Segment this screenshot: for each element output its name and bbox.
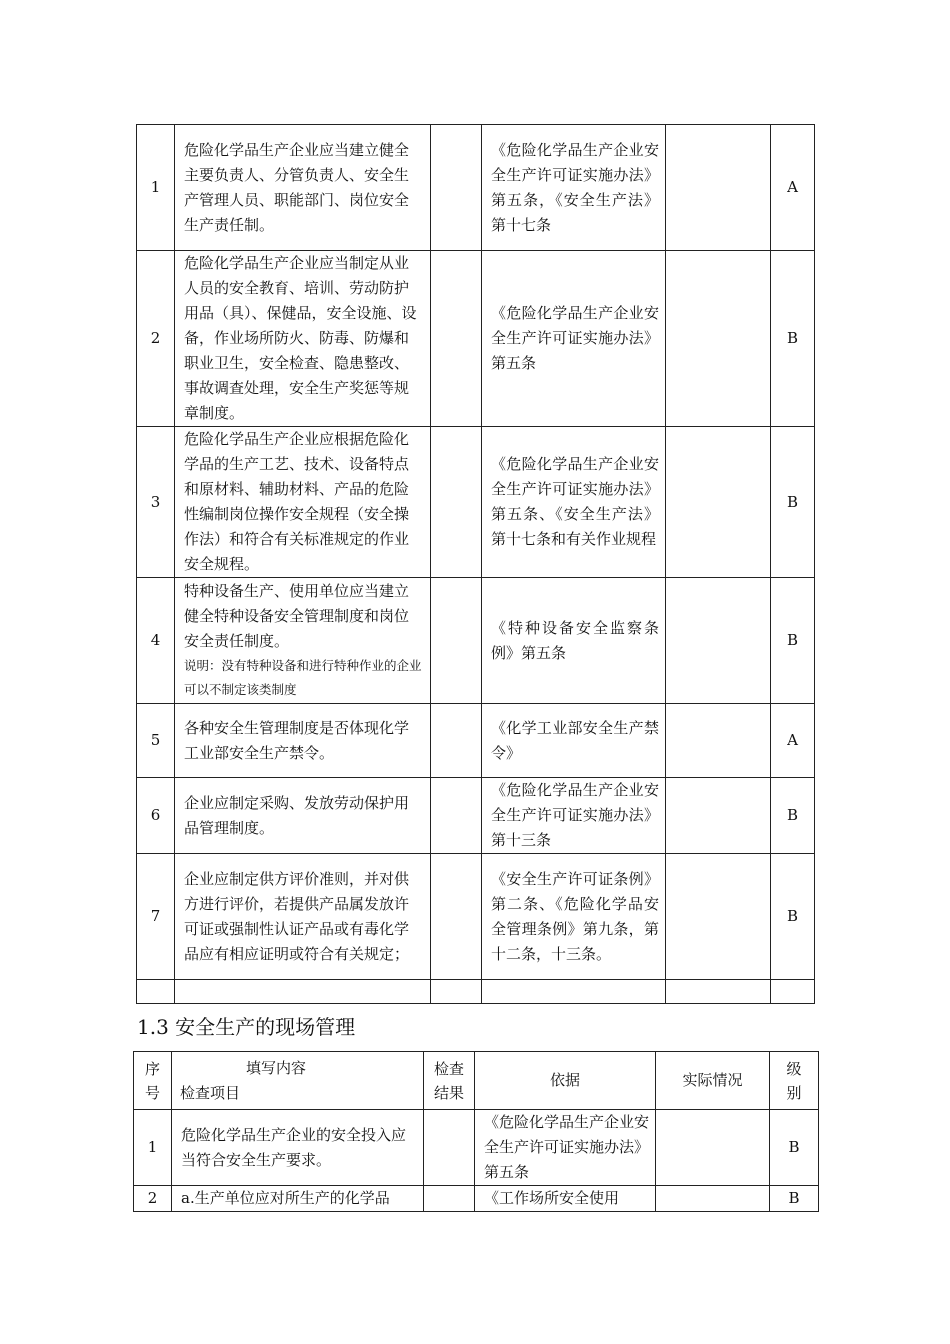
- empty-cell: [137, 980, 175, 1004]
- level-cell: B: [771, 854, 815, 980]
- level-cell: B: [771, 251, 815, 427]
- check-item-text: 危险化学品生产企业应根据危险化学品的生产工艺、技术、设备特点和原材料、辅助材料、产品的危险性编制岗位操作安全规程（安全操作法）和符合有关标准规定的作业安全规程。: [184, 430, 410, 573]
- row-number: 2: [134, 1186, 172, 1212]
- level-cell: B: [771, 427, 815, 578]
- table-row: [137, 125, 815, 251]
- row-number: 1: [137, 125, 175, 251]
- result-cell: [431, 427, 482, 578]
- table-row: [137, 854, 815, 980]
- check-item-text: 企业应制定供方评价准则，并对供方进行评价，若提供产品属发放许可证或强制性认证产品或有毒化学品应有相应证明或符合有关规定；: [184, 869, 410, 963]
- row-number: 1: [134, 1110, 172, 1186]
- actual-cell: [656, 1186, 770, 1212]
- result-cell: [431, 854, 482, 980]
- check-item-cell: [175, 854, 431, 980]
- section-heading: 1.3 安全生产的现场管理: [137, 1015, 356, 1039]
- level-cell: B: [770, 1110, 819, 1186]
- table-row: [137, 578, 815, 704]
- result-cell: [431, 251, 482, 427]
- check-item-cell: [175, 125, 431, 251]
- check-item-cell: [175, 251, 431, 427]
- result-cell: [431, 578, 482, 704]
- checklist-table-2: [133, 1051, 819, 1212]
- actual-cell: [666, 704, 771, 778]
- actual-cell: [666, 578, 771, 704]
- empty-cell: [482, 980, 666, 1004]
- actual-cell: [666, 854, 771, 980]
- empty-row: [137, 980, 815, 1004]
- level-cell: A: [771, 125, 815, 251]
- basis-cell: 《危险化学品生产企业安全生产许可证实施办法》第十三条: [482, 778, 666, 854]
- basis-cell: 《危险化学品生产企业安全生产许可证实施办法》第五条: [475, 1110, 656, 1186]
- result-cell: [424, 1110, 475, 1186]
- result-cell: [431, 778, 482, 854]
- basis-cell: 《工作场所安全使用: [475, 1186, 656, 1212]
- table-row: [137, 427, 815, 578]
- level-cell: A: [771, 704, 815, 778]
- level-cell: B: [771, 578, 815, 704]
- check-item-text: 危险化学品生产企业应当建立健全主要负责人、分管负责人、安全生产管理人员、职能部门、岗位安全生产责任制。: [184, 140, 410, 234]
- header-basis: 依据: [475, 1052, 656, 1110]
- check-item-cell: 危险化学品生产企业的安全投入应当符合安全生产要求。: [172, 1110, 424, 1186]
- checklist-table-1: [136, 124, 815, 1004]
- row-number: 2: [137, 251, 175, 427]
- check-item-note: 说明：没有特种设备和进行特种作业的企业可以不制定该类制度: [184, 658, 422, 697]
- check-item-text: 企业应制定采购、发放劳动保护用品管理制度。: [184, 793, 410, 837]
- header-result: 检查结果: [424, 1052, 475, 1110]
- level-cell: B: [770, 1186, 819, 1212]
- empty-cell: [175, 980, 431, 1004]
- table-row: [134, 1186, 819, 1212]
- header-actual: 实际情况: [656, 1052, 770, 1110]
- row-number: 5: [137, 704, 175, 778]
- row-number: 6: [137, 778, 175, 854]
- check-item-cell: [175, 578, 431, 704]
- header-level: 级别: [770, 1052, 819, 1110]
- checklist-table-2-body: [134, 1110, 819, 1212]
- result-cell: [431, 125, 482, 251]
- check-item-cell: [175, 778, 431, 854]
- basis-cell: 《安全生产许可证条例》第二条、《危险化学品安全管理条例》第九条，第十二条，十三条。: [482, 854, 666, 980]
- row-number: 3: [137, 427, 175, 578]
- row-number: 4: [137, 578, 175, 704]
- row-number: 7: [137, 854, 175, 980]
- basis-cell: 《危险化学品生产企业安全生产许可证实施办法》第五条，《安全生产法》第十七条: [482, 125, 666, 251]
- actual-cell: [656, 1110, 770, 1186]
- check-item-text: 特种设备生产、使用单位应当建立健全特种设备安全管理制度和岗位安全责任制度。: [184, 582, 410, 650]
- header-fill-content: 填写内容: [246, 1058, 307, 1077]
- checklist-table-1-body: [137, 125, 815, 1004]
- basis-cell: 《危险化学品生产企业安全生产许可证实施办法》第五条、《安全生产法》第十七条和有关作业规程: [482, 427, 666, 578]
- table-row: [137, 251, 815, 427]
- basis-cell: 《化学工业部安全生产禁令》: [482, 704, 666, 778]
- basis-cell: 《危险化学品生产企业安全生产许可证实施办法》第五条: [482, 251, 666, 427]
- header-check-item: 检查项目: [180, 1083, 241, 1102]
- check-item-text: 危险化学品生产企业应当制定从业人员的安全教育、培训、劳动防护用品（具）、保健品，安全设施、设备，作业场所防火、防毒、防爆和职业卫生，安全检查、隐患整改、事故调查处理，安全生产奖惩等规章制度。: [184, 254, 417, 422]
- table-row: [134, 1110, 819, 1186]
- check-item-cell: [175, 704, 431, 778]
- empty-cell: [431, 980, 482, 1004]
- table-row: [137, 778, 815, 854]
- header-num: 序号: [134, 1052, 172, 1110]
- header-item: [172, 1052, 424, 1110]
- table-header-row: [134, 1052, 819, 1110]
- empty-cell: [771, 980, 815, 1004]
- check-item-cell: [175, 427, 431, 578]
- empty-cell: [666, 980, 771, 1004]
- table-row: [137, 704, 815, 778]
- basis-cell: 《特种设备安全监察条例》第五条: [482, 578, 666, 704]
- actual-cell: [666, 125, 771, 251]
- level-cell: B: [771, 778, 815, 854]
- check-item-cell: a.生产单位应对所生产的化学品: [172, 1186, 424, 1212]
- result-cell: [424, 1186, 475, 1212]
- actual-cell: [666, 778, 771, 854]
- result-cell: [431, 704, 482, 778]
- actual-cell: [666, 427, 771, 578]
- actual-cell: [666, 251, 771, 427]
- check-item-text: 各种安全生管理制度是否体现化学工业部安全生产禁令。: [184, 718, 410, 762]
